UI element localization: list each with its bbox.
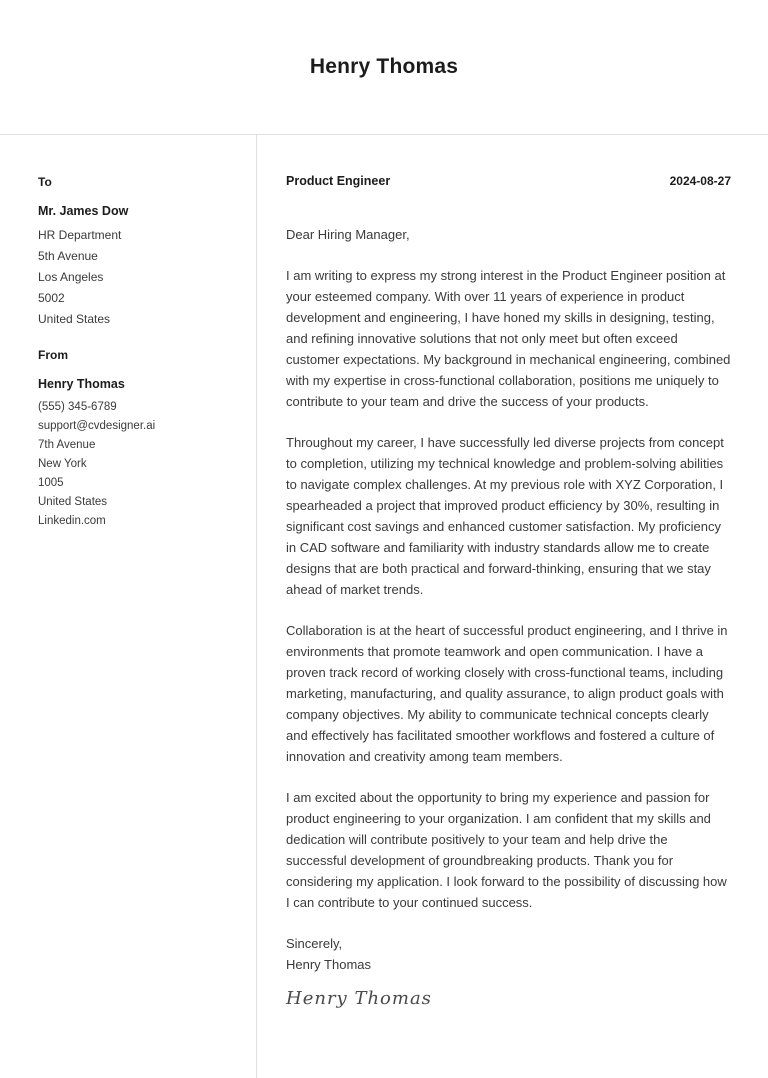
recipient-section <box>38 175 240 330</box>
header-name: Henry Thomas <box>309 55 459 78</box>
letter-paragraphs <box>286 265 731 913</box>
signer-name: Henry Thomas <box>286 957 372 972</box>
letter-title-row <box>286 174 731 188</box>
sender-detail-line: 7th Avenue <box>38 439 96 451</box>
recipient-details <box>38 225 240 330</box>
closing-word: Sincerely, <box>286 936 343 951</box>
letter-paragraph: I am writing to express my strong interest in the Product Engineer position at your esteemed company. With over 11 years of experience in product development and engineering, I have honed my skills in designing, testing, and refining innovative solutions that not only meet but often exceed customer expectations. My background in mechanical engineering, combined with my expertise in cross-functional collaboration, positions me uniquely to contribute to your team and drive the success of your products. <box>286 268 731 409</box>
letter-paragraph: Collaboration is at the heart of successful product engineering, and I thrive in environments that promote teamwork and open communication. I have a proven track record of working closely with cross-functional teams, including marketing, manufacturing, and quality assurance, to align product goals with company objectives. My ability to communicate technical concepts clearly and effectively has facilitated smoother workflows and fostered a culture of innovation and creativity among team members. <box>286 623 728 764</box>
recipient-detail-line: HR Department <box>38 228 122 242</box>
salutation: Dear Hiring Manager, <box>286 227 410 242</box>
sender-detail-line: 1005 <box>38 477 64 489</box>
document-body <box>0 135 768 1078</box>
sender-name: Henry Thomas <box>38 377 125 391</box>
closing-block <box>286 933 731 975</box>
letter-content <box>257 135 768 1078</box>
sender-detail-line: (555) 345-6789 <box>38 401 117 413</box>
letter-date: 2024-08-27 <box>669 174 731 188</box>
letter-paragraph: I am excited about the opportunity to bring my experience and passion for product engineering to your organization. I am confident that my skills and dedication will contribute positively to your team and help drive the successful development of groundbreaking products. Thank you for considering my application. I look forward to the possibility of discussing how I can contribute to your continued success. <box>286 790 727 910</box>
sidebar <box>0 135 257 1078</box>
recipient-detail-line: 5002 <box>38 291 65 305</box>
sender-section <box>38 348 240 531</box>
sender-detail-line: New York <box>38 458 87 470</box>
recipient-detail-line: 5th Avenue <box>38 249 98 263</box>
sender-detail-line: support@cvdesigner.ai <box>38 420 156 432</box>
recipient-detail-line: United States <box>38 312 111 326</box>
sender-detail-line: Linkedin.com <box>38 515 106 527</box>
job-title: Product Engineer <box>286 174 391 188</box>
letter-paragraph: Throughout my career, I have successfully led diverse projects from concept to completion, utilizing my technical knowledge and problem-solving abilities to navigate complex challenges. At my previous role with XYZ Corporation, I spearheaded a project that improved product efficiency by 30%, resulting in significant cost savings and enhanced customer satisfaction. My proficiency in CAD software and familiarity with industry standards allow me to create designs that are both practical and forward-thinking, ensuring that we stay ahead of market trends. <box>286 435 724 597</box>
recipient-name: Mr. James Dow <box>38 204 129 218</box>
from-label: From <box>38 348 68 362</box>
sender-details <box>38 398 240 531</box>
document-header <box>0 0 768 135</box>
signature-script: Henry Thomas <box>286 988 432 1009</box>
to-label: To <box>38 175 52 189</box>
sender-detail-line: United States <box>38 496 108 508</box>
recipient-detail-line: Los Angeles <box>38 270 104 284</box>
